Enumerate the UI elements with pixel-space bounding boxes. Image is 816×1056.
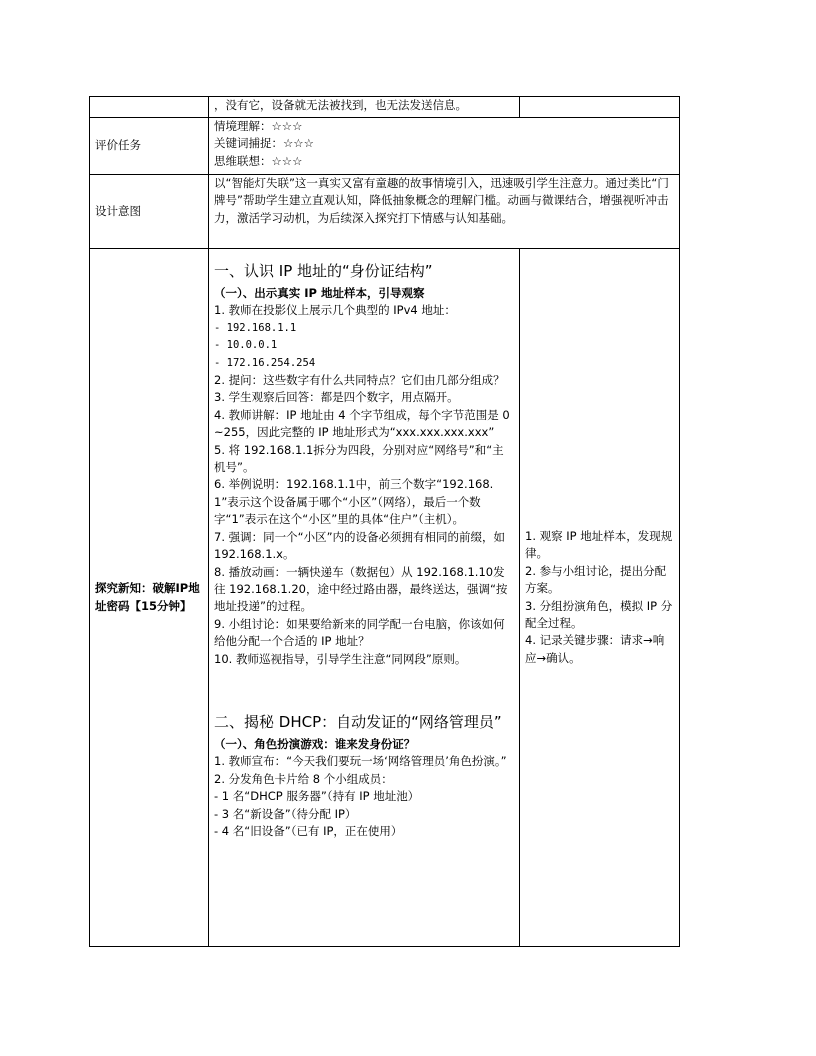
explore-label-cell (90, 249, 209, 947)
section2-line: - 4 名“旧设备”（已有 IP，正在使用） (214, 823, 403, 838)
section1-line: 8. 播放动画：一辆快递车（数据包）从 192.168.1.10发往 192.168.1.20，途中经过路由器，最终送达，强调“按地址投递”的过程。 (214, 564, 508, 614)
section1-line: 9. 小组讨论：如果要给新来的同学配一台电脑，你该如何给他分配一个合适的 IP 地址？ (214, 616, 505, 649)
evaluation-label: 评价任务 (95, 138, 141, 153)
continuation-label-cell (90, 97, 209, 118)
section1-line: 2. 提问：这些数字有什么共同特点？它们由几部分组成？ (214, 373, 505, 388)
continuation-student-cell (520, 97, 680, 118)
design-text: 以“智能灯失联”这一真实又富有童趣的故事情境引入，迅速吸引学生注意力。通过类比“门牌号”帮助学生建立直观认知，降低抽象概念的理解门槛。动画与微课结合，增强视听冲击力，激活学习动机，为后续深入探究打下情感与认知基础。 (214, 176, 669, 225)
section2-title: 二、揭秘 DHCP：自动发证的“网络管理员” (214, 712, 502, 731)
design-label-cell (90, 175, 209, 249)
student-activity-line: 2. 参与小组讨论，提出分配方案。 (525, 563, 667, 596)
section1-title: 一、认识 IP 地址的“身份证结构” (214, 262, 433, 280)
section1-subtitle: （一）、出示真实 IP 地址样本，引导观察 (214, 286, 425, 300)
student-activity-line: 3. 分组扮演角色，模拟 IP 分配全过程。 (525, 598, 673, 630)
section1-line: - 192.168.1.1 (214, 321, 297, 334)
lesson-plan-table (89, 96, 680, 947)
explore-teacher-cell (209, 249, 520, 947)
section2-line: - 3 名“新设备”（待分配 IP） (214, 806, 357, 821)
explore-label: 探究新知：破解IP地址密码【15分钟】 (95, 581, 200, 613)
section1-line: 6. 举例说明：192.168.1.1中，前三个数字“192.168.1”表示这个设备属于哪个“小区”（网络），最后一个数字“1”表示在这个“小区”里的具体“住户”（主机）。 (214, 477, 494, 527)
continuation-text: ，没有它，设备就无法被找到，也无法发送信息。 (214, 98, 467, 112)
section1-line: - 172.16.254.254 (214, 356, 316, 369)
design-row (90, 175, 680, 249)
section2-subtitle: （一）、角色扮演游戏：谁来发身份证？ (214, 736, 416, 751)
evaluation-item: 思维联想：☆☆☆ (214, 153, 303, 168)
continuation-content-cell (209, 97, 520, 118)
section1-line: 3. 学生观察后回答：都是四个数字，用点隔开。 (214, 390, 459, 405)
explore-student-cell (520, 249, 680, 947)
section1-line: - 10.0.0.1 (214, 339, 278, 352)
section1-line: 7. 强调：同一个“小区”内的设备必须拥有相同的前缀，如 192.168.1.x。 (214, 529, 509, 562)
student-activity-line: 4. 记录关键步骤：请求→响应→确认。 (525, 633, 665, 665)
design-label: 设计意图 (95, 203, 141, 218)
section2-line: 2. 分发角色卡片给 8 个小组成员： (214, 771, 393, 786)
student-activity-line: 1. 观察 IP 地址样本，发现规律。 (525, 528, 673, 561)
evaluation-label-cell (90, 118, 209, 175)
evaluation-item: 情境理解：☆☆☆ (214, 119, 303, 133)
evaluation-content-cell (209, 118, 680, 175)
evaluation-item: 关键词捕捉：☆☆☆ (214, 136, 314, 151)
design-content-cell (209, 175, 680, 249)
continuation-row (90, 97, 680, 118)
section1-line: 5. 将 192.168.1.1拆分为四段，分别对应“网络号”和“主机号”。 (214, 442, 504, 475)
section1-line: 1. 教师在投影仪上展示几个典型的 IPv4 地址： (214, 303, 456, 318)
section2-line: 1. 教师宣布：“今天我们要玩一场‘网络管理员’角色扮演。” (214, 754, 507, 769)
evaluation-row (90, 118, 680, 175)
section1-line: 4. 教师讲解：IP 地址由 4 个字节组成，每个字节范围是 0~255，因此完整的 IP 地址形式为“xxx.xxx.xxx.xxx” (214, 407, 510, 440)
explore-row (90, 249, 680, 947)
section1-line: 10. 教师巡视指导，引导学生注意“同网段”原则。 (214, 651, 467, 666)
section2-line: - 1 名“DHCP 服务器”（持有 IP 地址池） (214, 789, 420, 804)
